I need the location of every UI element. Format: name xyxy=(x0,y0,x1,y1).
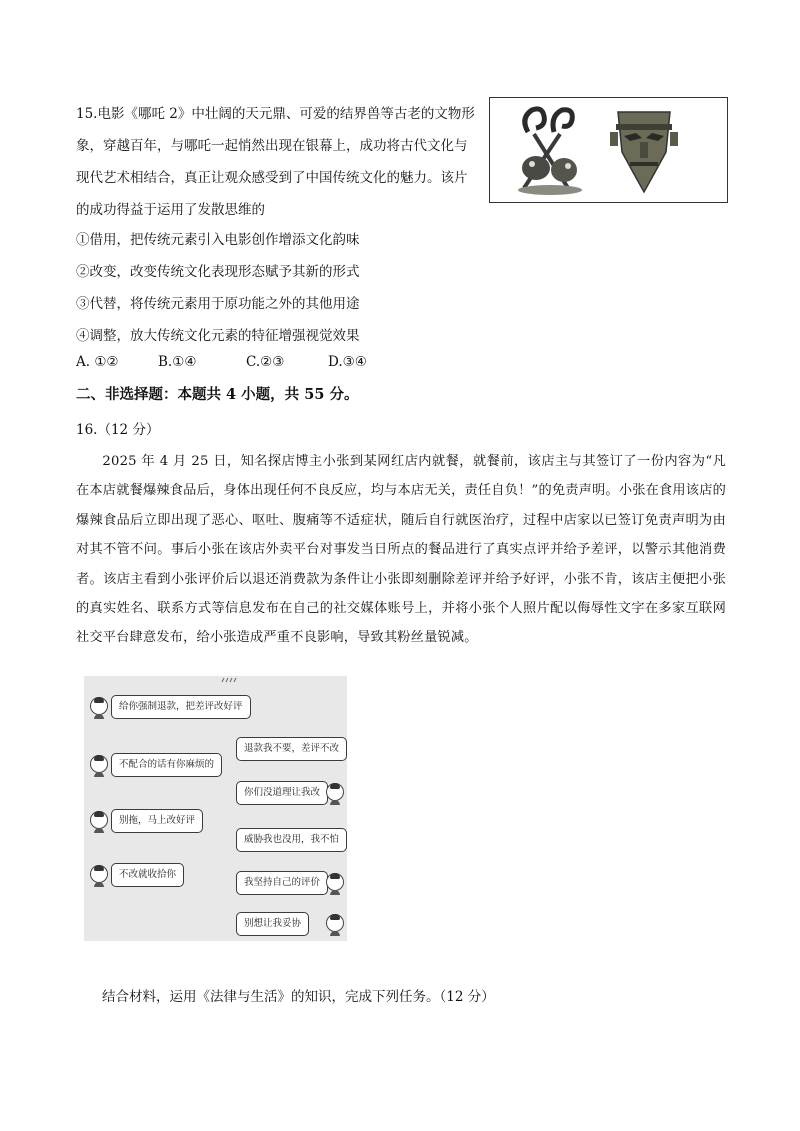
chat-bubble-left: 别拖，马上改好评 xyxy=(111,809,203,833)
choice-b: B.①④ xyxy=(158,354,197,370)
q15-option-1: ①借用，把传统元素引入电影创作增添文化韵味 xyxy=(76,232,360,248)
customer-avatar xyxy=(326,873,344,891)
status-bar-marks xyxy=(84,676,347,686)
question-15-stem xyxy=(76,98,476,226)
chat-screenshot xyxy=(84,676,347,941)
customer-avatar xyxy=(326,783,344,801)
q15-stem-line: 15.电影《哪吒 2》中壮阔的天元鼎、可爱的结界兽等古老的文物形 xyxy=(76,106,475,122)
section-2-heading: 二、非选择题：本题共 4 小题，共 55 分。 xyxy=(76,386,359,403)
q15-option-3: ③代替，将传统元素用于原功能之外的其他用途 xyxy=(76,296,360,312)
jiejie-beast-figure xyxy=(518,109,582,195)
question-16-header: 16.（12 分） xyxy=(76,422,160,438)
q15-answer-choices xyxy=(76,354,367,370)
chat-bubble-left: 给你强制退款，把差评改好评 xyxy=(111,695,251,719)
shop-owner-avatar xyxy=(90,755,108,773)
artifact-figure xyxy=(489,97,728,203)
chat-bubble-right: 你们没道理让我改 xyxy=(236,781,328,805)
q16-material-text: 2025 年 4 月 25 日，知名探店博主小张到某网红店内就餐，就餐前，该店主与其签订了一份内容为“凡在本店就餐爆辣食品后，身体出现任何不良反应，均与本店无关，责任自负！”的免责声明。小张在食用该店的爆辣食品后立即出现了恶心、呕吐、腹痛等不适症状，随后自行就医治疗，过程中店家以已签订免责声明为由对其不管不问。事后小张在该店外卖平台对事发当日所点的餐品进行了真实点评并给予差评，以警示其他消费者。该店主看到小张评价后以退还消费款为条件让小张即刻删除差评并给予好评，小张不肯，该店主便把小张的真实姓名、联系方式等信息发布在自己的社交媒体账号上，并将小张个人照片配以侮辱性文字在多家互联网社交平台肆意发布，给小张造成严重不良影响，导致其粉丝量锐减。 xyxy=(76,454,726,646)
chat-bubble-left: 不改就收拾你 xyxy=(111,863,184,887)
chat-bubble-left: 不配合的话有你麻烦的 xyxy=(111,753,222,777)
shop-owner-avatar xyxy=(90,865,108,883)
choice-d: D.③④ xyxy=(328,354,367,370)
q16-task-instruction: 结合材料，运用《法律与生活》的知识，完成下列任务。（12 分） xyxy=(102,989,495,1005)
q15-option-2: ②改变，改变传统文化表现形态赋予其新的形式 xyxy=(76,264,360,280)
chat-bubble-right: 我坚持自己的评价 xyxy=(236,871,328,895)
q15-option-4: ④调整，放大传统文化元素的特征增强视觉效果 xyxy=(76,328,360,344)
artifact-illustration xyxy=(490,98,727,202)
choice-a: A. ①② xyxy=(76,354,119,370)
customer-avatar xyxy=(326,914,344,932)
bronze-mask-figure xyxy=(610,112,678,192)
choice-c: C.②③ xyxy=(246,354,285,370)
chat-bubble-right: 退款我不要，差评不改 xyxy=(236,737,347,761)
q15-stem-line: 现代艺术相结合，真正让观众感受到了中国传统文化的魅力。该片 xyxy=(76,170,468,186)
shop-owner-avatar xyxy=(90,697,108,715)
shop-owner-avatar xyxy=(90,811,108,829)
chat-bubble-right: 威胁我也没用，我不怕 xyxy=(236,828,347,852)
q15-stem-line: 的成功得益于运用了发散思维的 xyxy=(76,202,265,218)
chat-bubble-right: 别想让我妥协 xyxy=(236,912,309,936)
q15-stem-line: 象，穿越百年，与哪吒一起悄然出现在银幕上，成功将古代文化与 xyxy=(76,138,468,154)
